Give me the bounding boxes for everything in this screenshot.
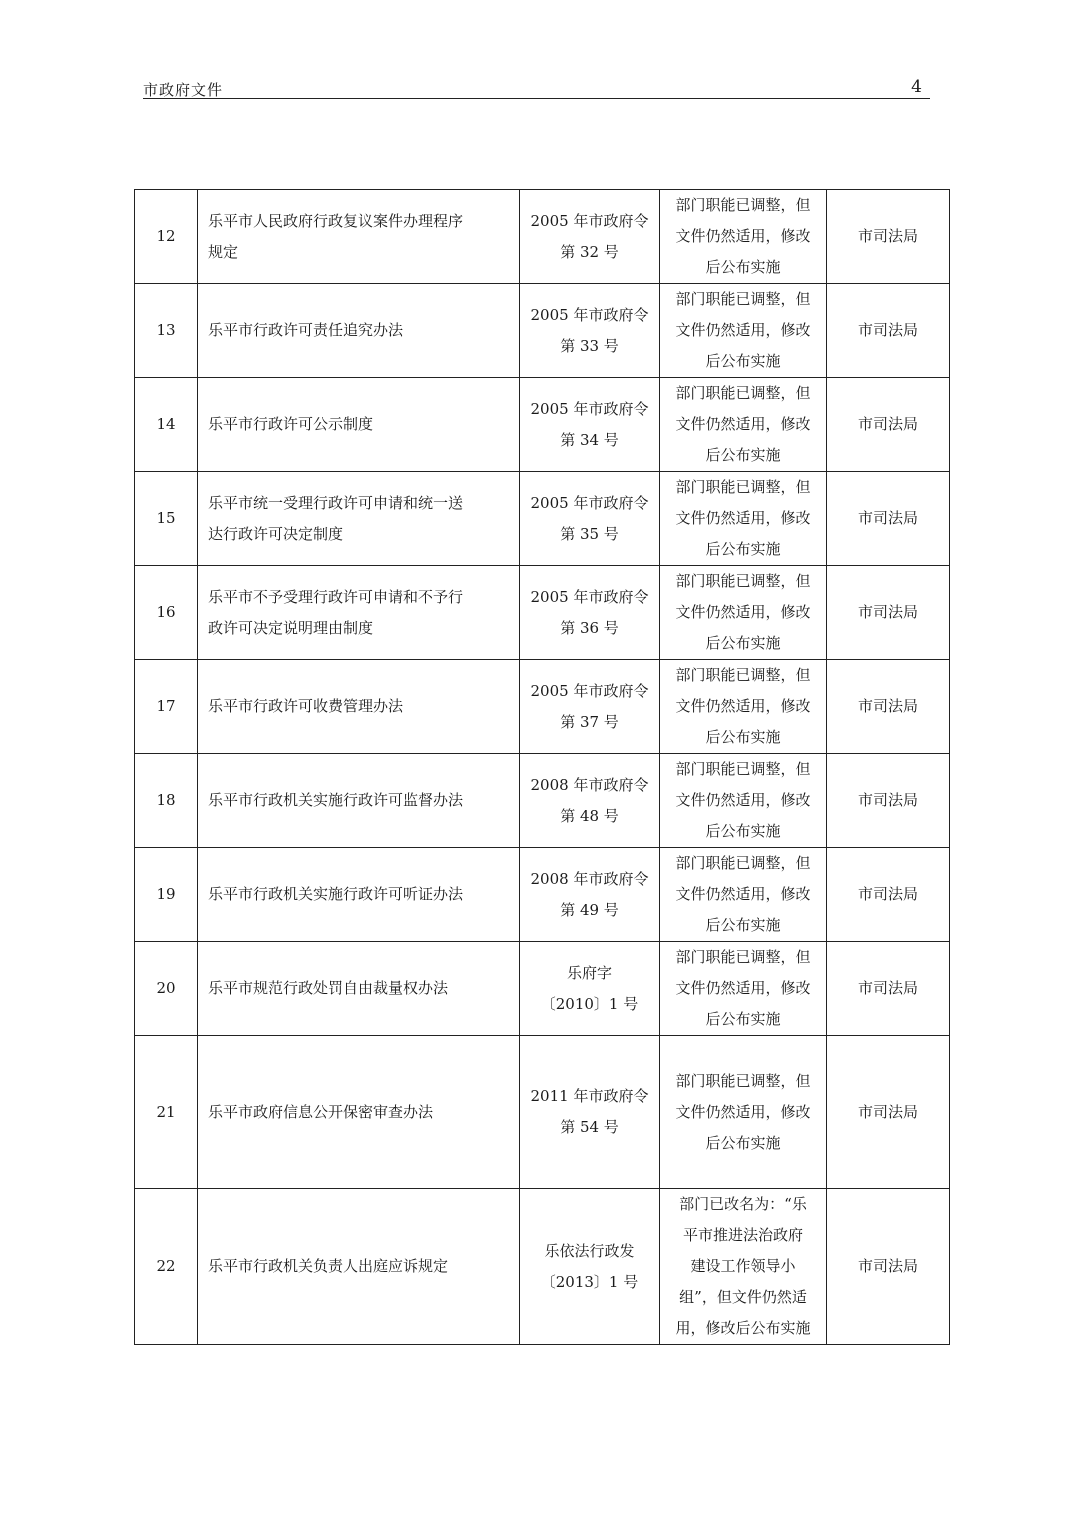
status-line: 后公布实施 (705, 916, 781, 934)
document-number-cell (520, 848, 660, 942)
row-number-cell (135, 942, 198, 1036)
department-cell (827, 190, 950, 284)
status-cell (660, 378, 827, 472)
document-number-cell (520, 754, 660, 848)
status-line: 平市推进法治政府 (682, 1226, 803, 1244)
table-row (135, 472, 950, 566)
document-number-line: 第 37 号 (560, 712, 619, 731)
document-number-line: 2008 年市政府令 (530, 869, 649, 888)
department: 市司法局 (857, 603, 918, 621)
row-number-cell (135, 378, 198, 472)
status-line: 文件仍然适用，修改 (675, 697, 811, 715)
department: 市司法局 (857, 227, 918, 245)
header-title: 市政府文件 (143, 81, 224, 99)
row-number-cell (135, 472, 198, 566)
document-number-line: 2005 年市政府令 (530, 681, 649, 700)
document-number-line: 2005 年市政府令 (530, 305, 649, 324)
department-cell (827, 378, 950, 472)
document-number-cell (520, 378, 660, 472)
status-line: 建设工作领导小 (690, 1257, 796, 1275)
document-name-line: 乐平市行政许可责任追究办法 (208, 321, 404, 339)
document-name-line: 乐平市行政机关实施行政许可听证办法 (208, 885, 464, 903)
row-number: 21 (156, 1102, 176, 1121)
status-line: 部门职能已调整，但 (675, 290, 811, 308)
table-row (135, 190, 950, 284)
document-name-line: 乐平市行政许可收费管理办法 (208, 697, 404, 715)
row-number: 17 (156, 697, 176, 715)
document-name-line: 规定 (208, 242, 239, 261)
document-number-line: 2011 年市政府令 (530, 1087, 649, 1105)
row-number-cell (135, 1036, 198, 1189)
row-number-cell (135, 190, 198, 284)
document-name-cell (198, 848, 520, 942)
department-cell (827, 848, 950, 942)
document-number-line: 〔2013〕1 号 (540, 1272, 639, 1291)
document-number-line: 乐府字 (566, 963, 612, 982)
department: 市司法局 (857, 697, 918, 715)
status-line: 文件仍然适用，修改 (675, 791, 811, 809)
document-name-cell (198, 754, 520, 848)
department: 市司法局 (857, 415, 918, 433)
status-cell (660, 754, 827, 848)
document-number-line: 第 35 号 (560, 524, 619, 543)
document-name-cell (198, 1036, 520, 1189)
row-number-cell (135, 1189, 198, 1345)
table-row (135, 848, 950, 942)
document-number-line: 第 54 号 (560, 1118, 619, 1136)
status-line: 部门职能已调整，但 (675, 948, 811, 966)
row-number: 12 (156, 227, 176, 245)
document-name-line: 乐平市人民政府行政复议案件办理程序 (208, 211, 464, 230)
status-line: 部门职能已调整，但 (675, 1071, 811, 1090)
row-number: 20 (156, 979, 176, 997)
status-cell (660, 1036, 827, 1189)
document-number-cell (520, 1036, 660, 1189)
document-name-line: 乐平市行政许可公示制度 (208, 415, 374, 433)
document-name-line: 乐平市政府信息公开保密审查办法 (208, 1102, 434, 1121)
table-row (135, 942, 950, 1036)
row-number-cell (135, 848, 198, 942)
department-cell (827, 472, 950, 566)
status-cell (660, 942, 827, 1036)
status-line: 文件仍然适用，修改 (675, 885, 811, 903)
department: 市司法局 (857, 885, 918, 903)
status-cell (660, 566, 827, 660)
table-row (135, 1036, 950, 1189)
document-name-cell (198, 378, 520, 472)
document-name-line: 乐平市不予受理行政许可申请和不予行 (208, 587, 464, 606)
status-line: 后公布实施 (705, 728, 781, 746)
status-line: 文件仍然适用，修改 (675, 321, 811, 339)
status-line: 文件仍然适用，修改 (675, 1102, 811, 1121)
status-line: 部门职能已调整，但 (675, 760, 811, 778)
department-cell (827, 284, 950, 378)
document-name-line: 政许可决定说明理由制度 (208, 618, 374, 637)
status-line: 后公布实施 (705, 822, 781, 840)
document-name-cell (198, 942, 520, 1036)
table-row (135, 378, 950, 472)
row-number: 14 (156, 415, 176, 433)
status-line: 后公布实施 (705, 446, 781, 464)
department-cell (827, 1189, 950, 1345)
row-number: 16 (156, 603, 176, 621)
document-number-line: 2005 年市政府令 (530, 399, 649, 418)
document-number-line: 2005 年市政府令 (530, 587, 649, 606)
row-number: 15 (156, 509, 176, 527)
status-line: 文件仍然适用，修改 (675, 603, 811, 621)
document-number-cell (520, 190, 660, 284)
document-number-cell (520, 942, 660, 1036)
status-line: 文件仍然适用，修改 (675, 509, 811, 527)
status-line: 后公布实施 (705, 258, 781, 276)
status-cell (660, 1189, 827, 1345)
status-line: 后公布实施 (705, 634, 781, 652)
document-number-cell (520, 1189, 660, 1345)
status-line: 后公布实施 (705, 1133, 781, 1152)
table-row (135, 1189, 950, 1345)
document-number-line: 第 34 号 (560, 430, 619, 449)
document-number-cell (520, 284, 660, 378)
status-line: 文件仍然适用，修改 (675, 227, 811, 245)
document-name-cell (198, 660, 520, 754)
status-cell (660, 848, 827, 942)
document-number-line: 2005 年市政府令 (530, 211, 649, 230)
status-line: 后公布实施 (705, 540, 781, 558)
document-number-cell (520, 566, 660, 660)
document-number-line: 第 48 号 (560, 806, 619, 825)
status-line: 部门职能已调整，但 (675, 854, 811, 872)
row-number: 18 (156, 791, 176, 809)
document-number-line: 第 49 号 (560, 900, 619, 919)
status-line: 文件仍然适用，修改 (675, 979, 811, 997)
document-name-cell (198, 284, 520, 378)
department: 市司法局 (857, 1102, 918, 1121)
department-cell (827, 754, 950, 848)
document-name-line: 乐平市规范行政处罚自由裁量权办法 (208, 979, 449, 997)
row-number: 19 (156, 885, 176, 903)
department-cell (827, 660, 950, 754)
status-line: 文件仍然适用，修改 (675, 415, 811, 433)
document-name-cell (198, 566, 520, 660)
document-name-cell (198, 472, 520, 566)
row-number: 13 (156, 321, 176, 339)
table-row (135, 284, 950, 378)
status-line: 部门职能已调整，但 (675, 384, 811, 402)
row-number-cell (135, 754, 198, 848)
table-body (135, 190, 950, 1345)
status-line: 部门职能已调整，但 (675, 572, 811, 590)
table-row (135, 660, 950, 754)
row-number-cell (135, 566, 198, 660)
document-number-line: 第 33 号 (560, 336, 619, 355)
document-name-cell (198, 1189, 520, 1345)
status-line: 用，修改后公布实施 (675, 1319, 811, 1337)
department: 市司法局 (857, 1257, 918, 1275)
status-cell (660, 284, 827, 378)
document-number-cell (520, 660, 660, 754)
department-cell (827, 566, 950, 660)
row-number-cell (135, 284, 198, 378)
status-line: 部门职能已调整，但 (675, 196, 811, 214)
status-line: 后公布实施 (705, 352, 781, 370)
document-name-line: 乐平市统一受理行政许可申请和统一送 (208, 493, 464, 512)
document-name-line: 乐平市行政机关负责人出庭应诉规定 (208, 1257, 449, 1275)
department-cell (827, 942, 950, 1036)
page-number: 4 (911, 77, 922, 97)
document-number-line: 乐依法行政发 (544, 1241, 635, 1260)
status-line: 部门已改名为：“乐 (679, 1195, 807, 1213)
status-line: 组”，但文件仍然适 (679, 1288, 807, 1306)
department: 市司法局 (857, 509, 918, 527)
department: 市司法局 (857, 979, 918, 997)
document-number-cell (520, 472, 660, 566)
row-number-cell (135, 660, 198, 754)
document-number-line: 2008 年市政府令 (530, 775, 649, 794)
status-cell (660, 472, 827, 566)
regulations-table (134, 189, 950, 1345)
row-number: 22 (156, 1257, 176, 1275)
status-line: 部门职能已调整，但 (675, 666, 811, 684)
document-number-line: 〔2010〕1 号 (540, 994, 639, 1013)
page-header (143, 78, 930, 99)
document-number-line: 第 32 号 (560, 242, 619, 261)
status-cell (660, 660, 827, 754)
status-cell (660, 190, 827, 284)
document-name-cell (198, 190, 520, 284)
department: 市司法局 (857, 321, 918, 339)
document-number-line: 第 36 号 (560, 618, 619, 637)
document-number-line: 2005 年市政府令 (530, 493, 649, 512)
document-name-line: 乐平市行政机关实施行政许可监督办法 (208, 791, 464, 809)
status-line: 部门职能已调整，但 (675, 478, 811, 496)
department: 市司法局 (857, 791, 918, 809)
table-row (135, 566, 950, 660)
document-name-line: 达行政许可决定制度 (208, 524, 344, 543)
department-cell (827, 1036, 950, 1189)
table-row (135, 754, 950, 848)
status-line: 后公布实施 (705, 1010, 781, 1028)
